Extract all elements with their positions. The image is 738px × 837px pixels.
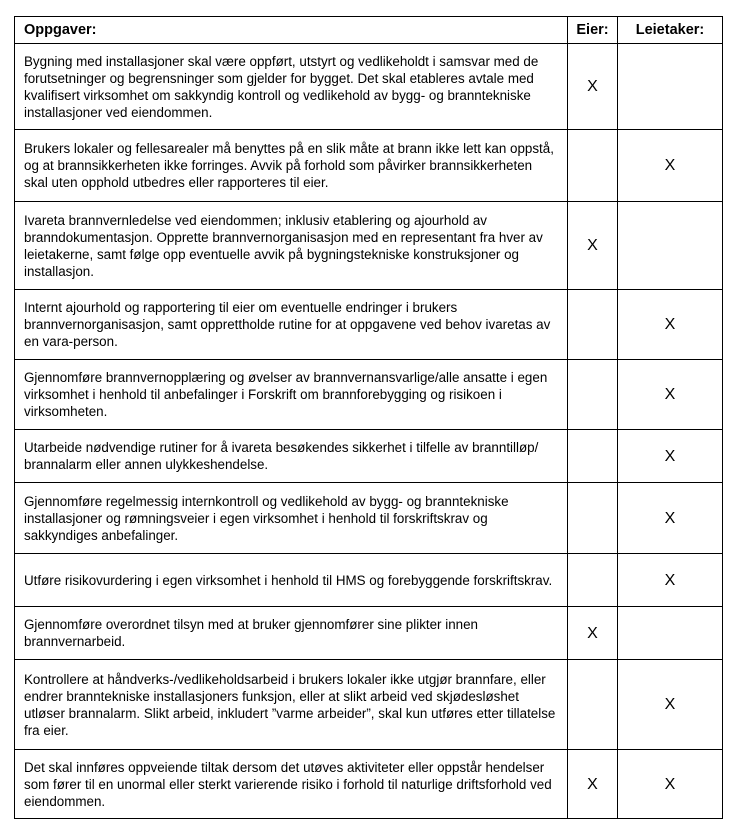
table-row	[15, 202, 723, 290]
task-cell: Gjennomføre overordnet tilsyn med at bruker gjennomfører sine plikter innen brannvernarbeid.	[15, 607, 568, 660]
tenant-mark: X	[618, 290, 723, 360]
task-cell: Utarbeide nødvendige rutiner for å ivareta besøkendes sikkerhet i tilfelle av branntilløp/ brannalarm eller annen ulykkeshendelse.	[15, 430, 568, 483]
task-cell: Kontrollere at håndverks-/vedlikeholdsarbeid i brukers lokaler ikke utgjør brannfare, eller endrer branntekniske installasjoners funksjon, eller at slikt arbeid ved skjødesløshet utløser brannalarm. Slikt arbeid, inkludert ”varme arbeider”, skal kun utføres etter tillatelse fra eier.	[15, 660, 568, 750]
owner-mark: X	[568, 44, 618, 130]
table-row	[15, 290, 723, 360]
task-cell: Gjennomføre regelmessig internkontroll og vedlikehold av bygg- og branntekniske installasjoner og rømningsveier i egen virksomhet i henhold til forskriftskrav og sakkyndiges anbefalinger.	[15, 483, 568, 554]
header-owner: Eier:	[568, 17, 618, 44]
task-cell: Utføre risikovurdering i egen virksomhet i henhold til HMS og forebyggende forskriftskrav.	[15, 554, 568, 607]
task-cell: Internt ajourhold og rapportering til eier om eventuelle endringer i brukers brannvernorganisasjon, samt opprettholde rutine for at oppgavene ved behov ivaretas av en vara-person.	[15, 290, 568, 360]
table-row	[15, 607, 723, 660]
header-row	[15, 17, 723, 44]
task-cell: Bygning med installasjoner skal være oppført, utstyrt og vedlikeholdt i samsvar med de forutsetninger og begrensninger som gjelder for bygget. Det skal etableres avtale med kvalifisert virksomhet om sakkyndig kontroll og vedlikehold av bygg- og branntekniske installasjoner ved eiendommen.	[15, 44, 568, 130]
owner-mark	[568, 360, 618, 430]
tenant-mark: X	[618, 360, 723, 430]
tenant-mark	[618, 202, 723, 290]
header-tenant: Leietaker:	[618, 17, 723, 44]
header-tasks: Oppgaver:	[15, 17, 568, 44]
tenant-mark	[618, 607, 723, 660]
owner-mark	[568, 290, 618, 360]
table-row	[15, 360, 723, 430]
tenant-mark	[618, 44, 723, 130]
owner-mark	[568, 554, 618, 607]
table-row	[15, 430, 723, 483]
owner-mark: X	[568, 607, 618, 660]
responsibility-table	[14, 16, 723, 819]
table-row	[15, 750, 723, 819]
owner-mark	[568, 483, 618, 554]
table-row	[15, 130, 723, 202]
owner-mark	[568, 130, 618, 202]
task-cell: Brukers lokaler og fellesarealer må benyttes på en slik måte at brann ikke lett kan oppstå, og at brannsikkerheten ikke forringes. Avvik på forhold som påvirker brannsikkerheten skal uten opphold utbedres eller rapporteres til eier.	[15, 130, 568, 202]
table-row	[15, 660, 723, 750]
table-row	[15, 44, 723, 130]
owner-mark	[568, 660, 618, 750]
table-row	[15, 483, 723, 554]
tenant-mark: X	[618, 483, 723, 554]
table-row	[15, 554, 723, 607]
tenant-mark: X	[618, 660, 723, 750]
owner-mark: X	[568, 202, 618, 290]
tenant-mark: X	[618, 130, 723, 202]
tenant-mark: X	[618, 750, 723, 819]
owner-mark	[568, 430, 618, 483]
task-cell: Det skal innføres oppveiende tiltak dersom det utøves aktiviteter eller oppstår hendelser som fører til en unormal eller sterkt varierende risiko i forhold til naturlige driftsforhold ved eiendommen.	[15, 750, 568, 819]
owner-mark: X	[568, 750, 618, 819]
task-cell: Gjennomføre brannvernopplæring og øvelser av brannvernansvarlige/alle ansatte i egen virksomhet i henhold til anbefalinger i Forskrift om brannforebygging og risikoen i virksomheten.	[15, 360, 568, 430]
tenant-mark: X	[618, 554, 723, 607]
tenant-mark: X	[618, 430, 723, 483]
task-cell: Ivareta brannvernledelse ved eiendommen; inklusiv etablering og ajourhold av branndokumentasjon. Opprette brannvernorganisasjon med en representant fra hver av leietakerne, samt følge opp eventuelle avvik på bygningstekniske konstruksjoner og installasjon.	[15, 202, 568, 290]
